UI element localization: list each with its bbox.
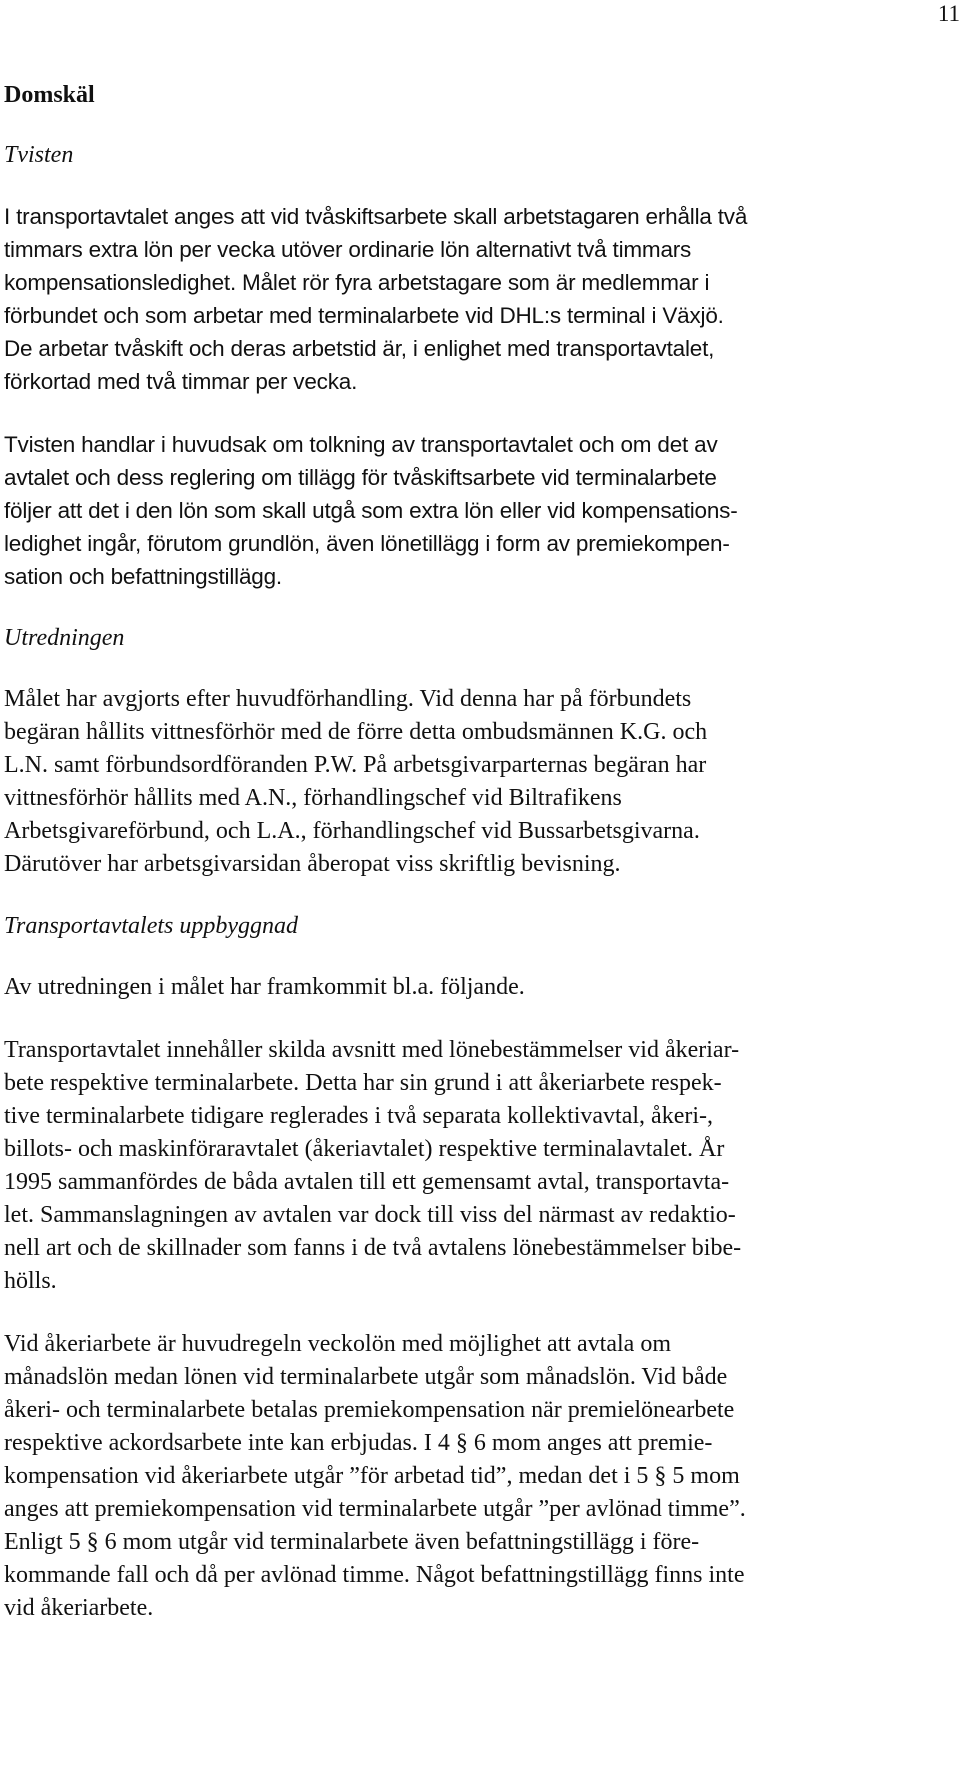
text-line: ledighet ingår, förutom grundlön, även lönetillägg i form av premiekompen- [4, 531, 730, 556]
paragraph-framkommit [4, 971, 922, 1004]
text-line: Vid åkeriarbete är huvudregeln veckolön med möjlighet att avtala om [4, 1331, 671, 1357]
document-body [4, 80, 922, 1655]
text-line: hölls. [4, 1268, 57, 1294]
text-line: 1995 sammanfördes de båda avtalen till ett gemensamt avtal, transportavta- [4, 1169, 730, 1195]
text-line: bete respektive terminalarbete. Detta har sin grund i att åkeriarbete respek- [4, 1070, 722, 1096]
paragraph-tvisten-issue [4, 428, 922, 593]
text-line: L.N. samt förbundsordföranden P.W. På arbetsgivarparternas begäran har [4, 752, 707, 778]
text-line: månadslön medan lönen vid terminalarbete utgår som månadslön. Vid både [4, 1364, 728, 1390]
subheading-tvisten: Tvisten [4, 142, 74, 168]
text-line: Arbetsgivareförbund, och L.A., förhandlingschef vid Bussarbetsgivarna. [4, 818, 700, 844]
text-line: De arbetar tvåskift och deras arbetstid är, i enlighet med transportavtalet, [4, 336, 715, 361]
subheading-utredningen: Utredningen [4, 625, 125, 651]
text-line: kompensationsledighet. Målet rör fyra arbetstagare som är medlemmar i [4, 270, 710, 295]
text-line: åkeri- och terminalarbete betalas premiekompensation när premielönearbete [4, 1397, 735, 1423]
text-line: Därutöver har arbetsgivarsidan åberopat viss skriftlig bevisning. [4, 851, 621, 877]
text-line: förbundet och som arbetar med terminalarbete vid DHL:s terminal i Växjö. [4, 303, 724, 328]
text-line: Av utredningen i målet har framkommit bl.a. följande. [4, 974, 525, 1000]
text-line: följer att det i den lön som skall utgå som extra lön eller vid kompensations- [4, 498, 738, 523]
text-line: I transportavtalet anges att vid tvåskiftsarbete skall arbetstagaren erhålla två [4, 204, 748, 229]
text-line: timmars extra lön per vecka utöver ordinarie lön alternativt två timmars [4, 237, 692, 262]
subheading-transportavtalets-uppbyggnad: Transportavtalets uppbyggnad [4, 913, 299, 939]
text-line: avtalet och dess reglering om tillägg för tvåskiftsarbete vid terminalarbete [4, 465, 717, 490]
text-line: nell art och de skillnader som fanns i de två avtalens lönebestämmelser bibe- [4, 1235, 742, 1261]
text-line: begäran hållits vittnesförhör med de förre detta ombudsmännen K.G. och [4, 719, 708, 745]
text-line: Transportavtalet innehåller skilda avsnitt med lönebestämmelser vid åkeriar- [4, 1037, 740, 1063]
text-line: tive terminalarbete tidigare reglerades i två separata kollektivavtal, åkeri-, [4, 1103, 713, 1129]
section-heading-domskal: Domskäl [4, 82, 95, 108]
text-line: sation och befattningstillägg. [4, 564, 282, 589]
text-line: let. Sammanslagningen av avtalen var dock till viss del närmast av redaktio- [4, 1202, 736, 1228]
text-line: kompensation vid åkeriarbete utgår ”för arbetad tid”, medan det i 5 § 5 mom [4, 1463, 740, 1489]
text-line: anges att premiekompensation vid terminalarbete utgår ”per avlönad timme”. [4, 1496, 746, 1522]
text-line: förkortad med två timmar per vecka. [4, 369, 358, 394]
text-line: Målet har avgjorts efter huvudförhandling. Vid denna har på förbundets [4, 686, 692, 712]
text-line: vid åkeriarbete. [4, 1595, 154, 1621]
text-line: respektive ackordsarbete inte kan erbjudas. I 4 § 6 mom anges att premie- [4, 1430, 713, 1456]
paragraph-utredningen [4, 683, 922, 881]
page-number: 11 [937, 1, 960, 26]
text-line: vittnesförhör hållits med A.N., förhandlingschef vid Biltrafikens [4, 785, 622, 811]
text-line: kommande fall och då per avlönad timme. Något befattningstillägg finns inte [4, 1562, 745, 1588]
paragraph-tvisten-intro [4, 200, 922, 398]
text-line: Enligt 5 § 6 mom utgår vid terminalarbete även befattningstillägg i före- [4, 1529, 700, 1555]
paragraph-avsnitt [4, 1034, 922, 1298]
text-line: Tvisten handlar i huvudsak om tolkning av transportavtalet och om det av [4, 432, 718, 457]
paragraph-veckolon [4, 1328, 922, 1625]
text-line: billots- och maskinföraravtalet (åkeriavtalet) respektive terminalavtalet. År [4, 1136, 725, 1162]
